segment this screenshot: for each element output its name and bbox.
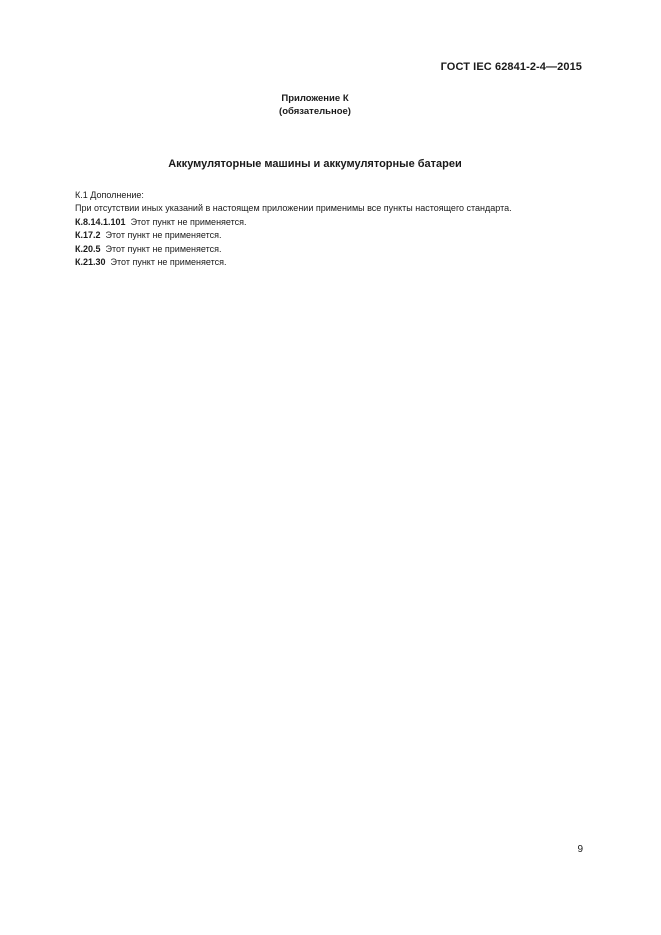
clause-ref: К.21.30 bbox=[75, 257, 106, 268]
appendix-title: Приложение К bbox=[281, 93, 349, 104]
clause-ref: К.20.5 bbox=[75, 243, 101, 254]
clause-item bbox=[75, 229, 595, 242]
clause-text: Этот пункт не применяется. bbox=[110, 257, 227, 268]
clause-ref: К.8.14.1.101 bbox=[75, 216, 126, 227]
page-number: 9 bbox=[577, 844, 583, 855]
clause-item bbox=[75, 243, 595, 256]
clause-ref: К.17.2 bbox=[75, 230, 101, 241]
clause-item bbox=[75, 256, 595, 269]
appendix-status: (обязательное) bbox=[279, 106, 351, 117]
section-title: Аккумуляторные машины и аккумуляторные батареи bbox=[168, 158, 462, 170]
clause-text: Этот пункт не применяется. bbox=[105, 243, 222, 254]
clause-text: Этот пункт не применяется. bbox=[130, 216, 247, 227]
intro-label: К.1 Дополнение: bbox=[75, 190, 144, 200]
clause-text: Этот пункт не применяется. bbox=[105, 230, 222, 241]
appendix-heading bbox=[0, 92, 630, 118]
intro-text: При отсутствии иных указаний в настоящем приложении применимы все пункты настоящего стандарта. bbox=[75, 203, 512, 214]
appendix-body bbox=[75, 189, 595, 269]
standard-designation: ГОСТ IEC 62841-2-4—2015 bbox=[440, 61, 582, 73]
clause-item bbox=[75, 216, 595, 229]
